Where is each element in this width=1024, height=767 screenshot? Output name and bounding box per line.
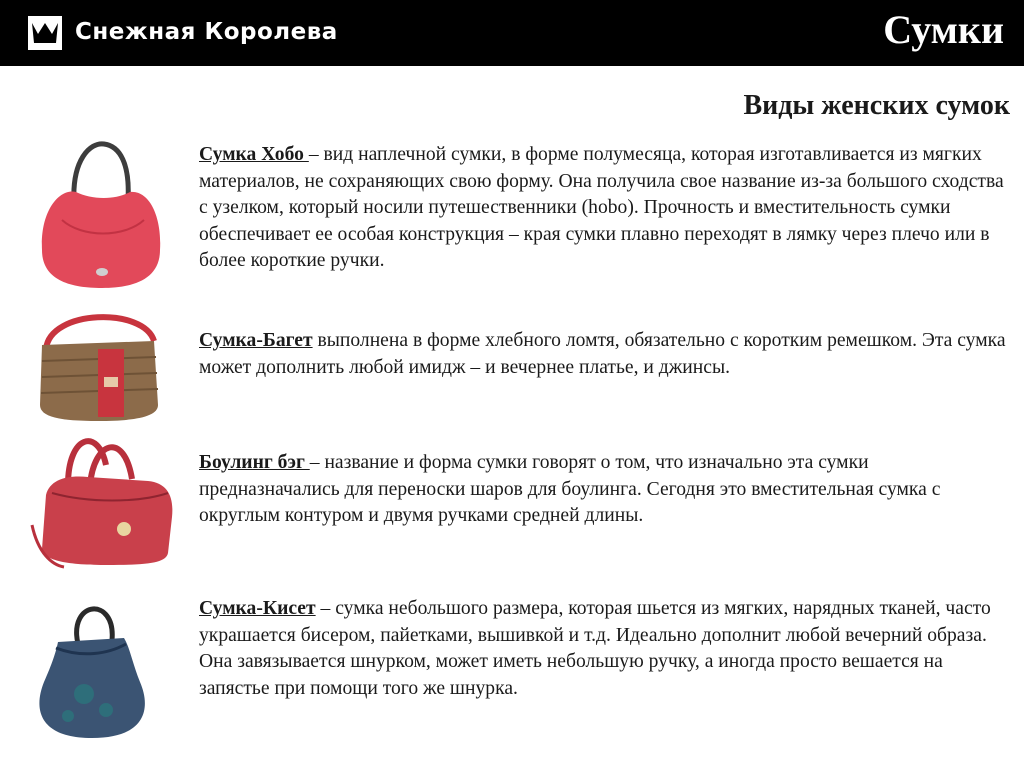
entry-description: – вид наплечной сумки, в форме полумесяца, которая изготавливается из мягких материалов, не сохраняющих свою форму. Она получила свое название из-за большого сходства с узелком, который носили путешественники (hobo). Прочность и вместительность сумки обеспечивает ее особая конструкция – края сумки плавно переходят в лямку через плечо или в более короткие ручки. bbox=[199, 144, 1004, 271]
bowling-bag-image bbox=[28, 425, 178, 570]
entry-description: выполнена в форме хлебного ломтя, обязательно с коротким ремешком. Эта сумка может дополнить любой имидж – и вечернее платье, и джинсы. bbox=[199, 330, 1006, 378]
crown-logo-icon bbox=[28, 16, 62, 50]
section-title: Сумки bbox=[883, 7, 1004, 52]
hobo-bag-image bbox=[32, 140, 172, 290]
entry-baguette bbox=[199, 328, 1014, 381]
page-title: Виды женских сумок bbox=[743, 90, 1010, 121]
header-bar bbox=[0, 0, 1024, 66]
pouch-bag-image bbox=[28, 592, 158, 742]
entry-term: Сумка-Кисет bbox=[199, 598, 316, 619]
entry-term: Сумка Хобо bbox=[199, 144, 309, 165]
brand-name: Снежная Королева bbox=[75, 19, 338, 45]
entry-pouch bbox=[199, 596, 1014, 702]
entry-bowling bbox=[199, 450, 1014, 530]
baguette-bag-image bbox=[34, 305, 164, 425]
entry-term: Сумка-Багет bbox=[199, 330, 313, 351]
entry-hobo bbox=[199, 142, 1014, 275]
entry-description: – сумка небольшого размера, которая шьется из мягких, нарядных тканей, часто украшается бисером, пайетками, вышивкой и т.д. Идеально дополнит любой вечерний образа. Она завязывается шнурком, может иметь небольшую ручку, а иногда просто вешается на запястье при помощи того же шнурка. bbox=[199, 598, 991, 699]
entry-description: – название и форма сумки говорят о том, что изначально эта сумки предназначались для переноски шаров для боулинга. Сегодня это вместительная сумка с округлым контуром и двумя ручками средней длины. bbox=[199, 452, 941, 526]
entry-term: Боулинг бэг bbox=[199, 452, 310, 473]
